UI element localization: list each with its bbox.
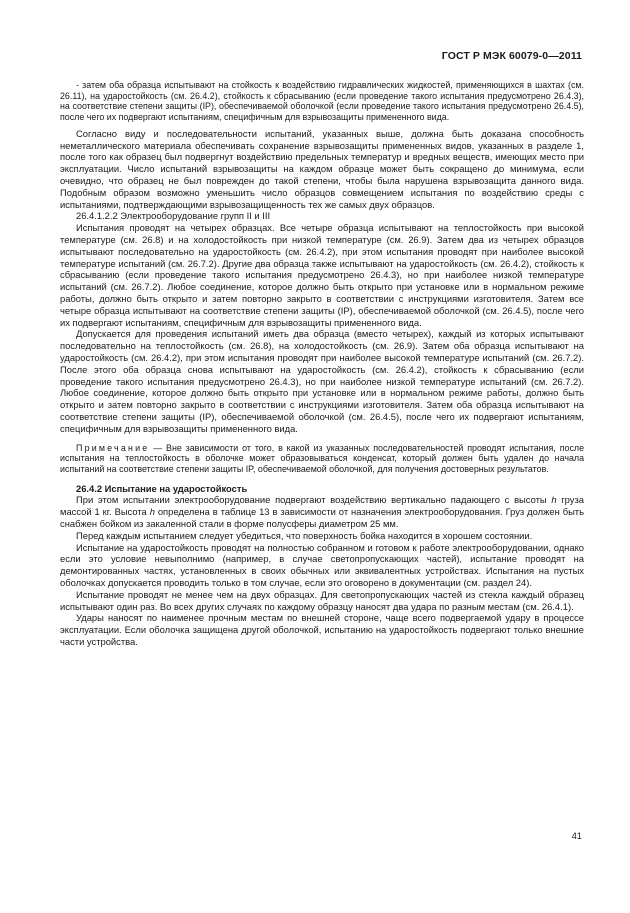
drop-weight-text-3: определена в таблице 13 в зависимости от назначения электрооборудования. Груз должен быть снабжен бойком из закаленной стали в форме полусферы диаметром 25 мм. bbox=[60, 506, 584, 530]
paragraph-assembled-equipment: Испытание на ударостойкость проводят на полностью собранном и готовом к работе электрооборудовании, однако если это условие невыполнимо (например, в случае светопропускающих частей), испытание проводят на демонтированных частях, установленных в своих обычных или эквивалентных устройствах. Испытания на пустых оболочках допускается проводить только в том случае, если это оговорено в документации (см. раздел 24). bbox=[60, 541, 584, 589]
note-condensation bbox=[60, 443, 584, 475]
subsection-heading-groups-2-3: 26.4.1.2.2 Электрооборудование групп II и III bbox=[76, 210, 271, 222]
page-content bbox=[60, 80, 584, 648]
paragraph-drop-weight bbox=[60, 494, 584, 529]
paragraph-four-samples: Испытания проводят на четырех образцах. Все четыре образца испытывают на теплостойкость при высокой температуре (см. 26.8) и на холодостойкость при низкой температуре (см. 26.9). Затем два из четырех образцов испытывают последовательно на ударостойкость (см. 26.4.2), при этом испытания проводят при наиболее высокой температуре испытаний (см. 26.7.2). Другие два образца также испытывают на ударостойкость (см. 26.4.2), стойкость к сбрасыванию (если проведение такого испытания предусмотрено 26.4.3), но при наиболее низкой температуре испытаний (см. 26.7.2). Любое соединение, которое должно быть открыто при установке или в нормальном режиме работы, должно быть открыто и затем повторно закрыто в соответствии с инструкциями изготовителя. Затем все четыре образца испытывают на соответствие степени защиты (IP), обеспечиваемой оболочкой (см. 26.4.5), после чего их подвергают испытаниям, специфичным для взрывозащиты примененного вида. bbox=[60, 222, 584, 328]
section-title-impact-test: 26.4.2 Испытание на ударостойкость bbox=[76, 482, 248, 494]
paragraph-two-samples-impact: Испытание проводят не менее чем на двух образцах. Для светопропускающих частей из стекла каждый образец испытывают один раз. Во всех других случаях по каждому образцу наносят два удара по разным местам (см. 26.4.1). bbox=[60, 588, 584, 612]
drop-weight-text-2: груза массой 1 кг. Высота bbox=[60, 494, 584, 518]
paragraph-weakest-points: Удары наносят по наименее прочным местам по внешней стороне, чаще всего подвергаемой удару в процессе эксплуатации. Если оболочка защищена другой оболочкой, испытанию на ударостойкость подвергают только внешние части устройства. bbox=[60, 612, 584, 647]
height-symbol: h bbox=[149, 506, 155, 518]
drop-weight-text-1: При этом испытании электрооборудование подвергают воздействию вертикально падающего с высоты bbox=[76, 494, 552, 506]
paragraph-two-samples: Допускается для проведения испытаний иметь два образца (вместо четырех), каждый из которых испытывают последовательно на теплостойкость (см. 26.8), на холодостойкость (см. 26.9). Затем оба образца испытывают на ударостойкость (см. 26.4.2), при этом испытания проводят при наиболее высокой температуре испытаний (см. 26.7.2). После этого оба образца снова испытывают на ударостойкость (см. 26.4.2), стойкость к сбрасыванию (если проведение такого испытания предусмотрено 26.4.3), но при наиболее низкой температуре испытаний (см. 26.7.2). Любое соединение, которое должно быть открыто при установке или в нормальном режиме работы, должно быть открыто и затем повторно закрыто в соответствии с инструкциями изготовителя. Затем оба образца испытывают на соответствие степени защиты (IP), обеспечиваемой оболочкой (см. 26.4.5), после чего их подвергают испытаниям, специфичным для взрывозащиты примененного вида. bbox=[60, 328, 584, 434]
paragraph-striker-check: Перед каждым испытанием следует убедиться, что поверхность бойка находится в хорошем состоянии. bbox=[76, 529, 533, 541]
page-number: 41 bbox=[571, 830, 582, 841]
note-text: — Вне зависимости от того, в какой из указанных последовательностей проводят испытания, после испытания на теплостойкость в оболочке может образовываться конденсат, который должен быть удален до начала испытаний на соответствие степени защиты IP, обеспечиваемой оболочкой, для получения достоверных результатов. bbox=[60, 442, 584, 474]
paragraph-sample-sequence: - затем оба образца испытывают на стойкость к воздействию гидравлических жидкостей, применяющихся в шахтах (см. 26.11), на ударостойкость (см. 26.4.2), стойкость к сбрасыванию (если проведение такого испытания предусмотрено 26.4.3), на соответствие степени защиты (IP), обеспечиваемой оболочкой (если проведение такого испытания предусмотрено 26.4.5), после чего их подвергают испытаниям, специфичным для взрывозащиты примененного вида. bbox=[60, 80, 584, 123]
height-symbol: h bbox=[551, 494, 557, 506]
standard-header: ГОСТ Р МЭК 60079-0—2011 bbox=[441, 50, 582, 62]
note-label: Примечание bbox=[76, 442, 150, 453]
paragraph-test-reduction: Согласно виду и последовательности испытаний, указанных выше, должна быть доказана способность неметаллического материала обеспечивать сохранение взрывозащиты примененных видов, указанных в разделе 1, после того как образец был подвергнут воздействию предельных температур и вредных веществ, имеющих место при эксплуатации. Число испытаний взрывозащиты на каждом образце может быть сокращено до минимума, если очевидно, что образец не был поврежден до такой степени, чтобы была нарушена взрывозащита данного вида. Подобным образом возможно уменьшить число образцов совмещением испытания по воздействию среды с испытаниями, подтверждающими взрывозащищенность тех же самых двух образцов. bbox=[60, 127, 584, 210]
